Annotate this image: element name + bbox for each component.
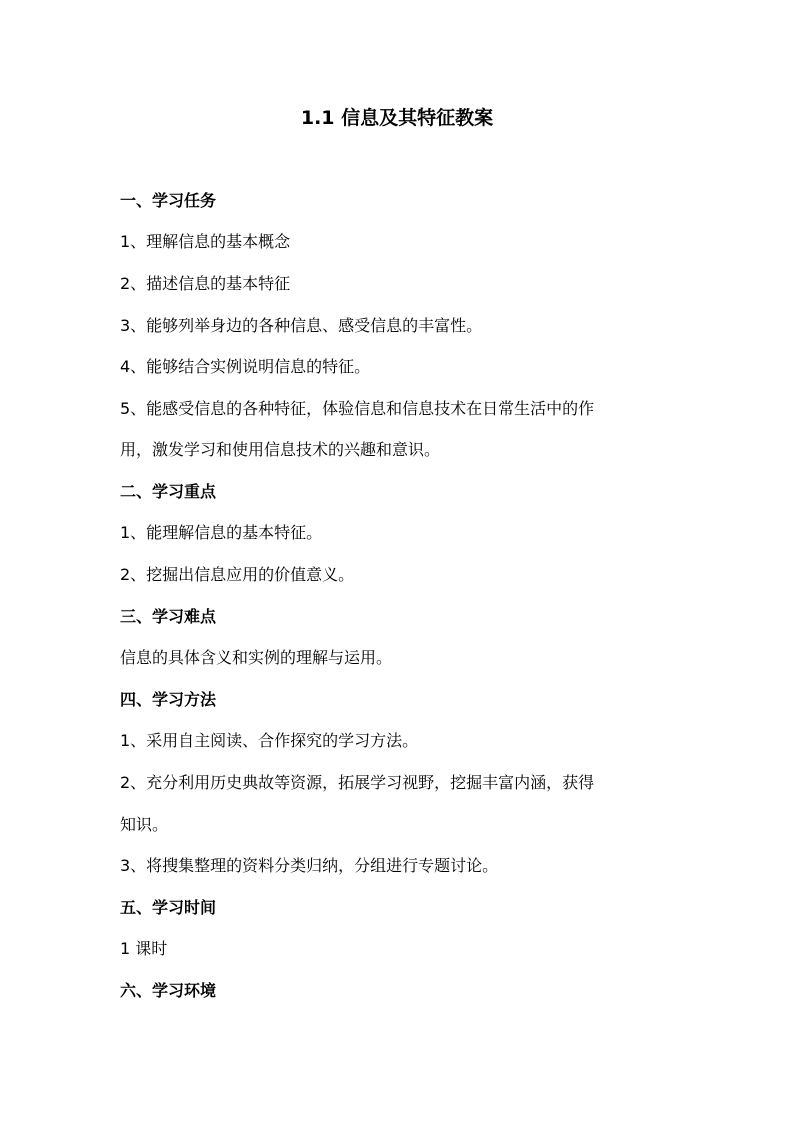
task-item-3: 3、能够列举身边的各种信息、感受信息的丰富性。	[120, 316, 483, 335]
method-item-1: 1、采用自主阅读、合作探究的学习方法。	[120, 731, 419, 750]
difficulty-item-1: 信息的具体含义和实例的理解与运用。	[120, 648, 393, 667]
method-item-3: 3、将搜集整理的资料分类归纳，分组进行专题讨论。	[120, 856, 499, 875]
task-item-2: 2、描述信息的基本特征	[120, 274, 291, 293]
section-heading-methods: 四、学习方法	[120, 690, 217, 709]
section-heading-time: 五、学习时间	[120, 898, 217, 917]
task-item-5-line-1: 5、能感受信息的各种特征，体验信息和信息技术在日常生活中的作	[120, 399, 595, 418]
section-heading-environment: 六、学习环境	[120, 981, 217, 1000]
key-point-item-1: 1、能理解信息的基本特征。	[120, 523, 323, 542]
method-item-2-line-1: 2、充分利用历史典故等资源，拓展学习视野，挖掘丰富内涵，获得	[120, 773, 595, 792]
task-item-4: 4、能够结合实例说明信息的特征。	[120, 357, 371, 376]
method-item-2-line-2: 知识。	[120, 815, 169, 834]
key-point-item-2: 2、挖掘出信息应用的价值意义。	[120, 565, 355, 584]
section-heading-tasks: 一、学习任务	[120, 191, 217, 210]
task-item-5-line-2: 用，激发学习和使用信息技术的兴趣和意识。	[120, 440, 441, 459]
task-item-1: 1、理解信息的基本概念	[120, 232, 291, 251]
time-item-1: 1 课时	[120, 939, 168, 958]
document-title: 1.1 信息及其特征教案	[300, 107, 494, 129]
section-heading-key-points: 二、学习重点	[120, 482, 217, 501]
section-heading-difficulties: 三、学习难点	[120, 607, 217, 626]
